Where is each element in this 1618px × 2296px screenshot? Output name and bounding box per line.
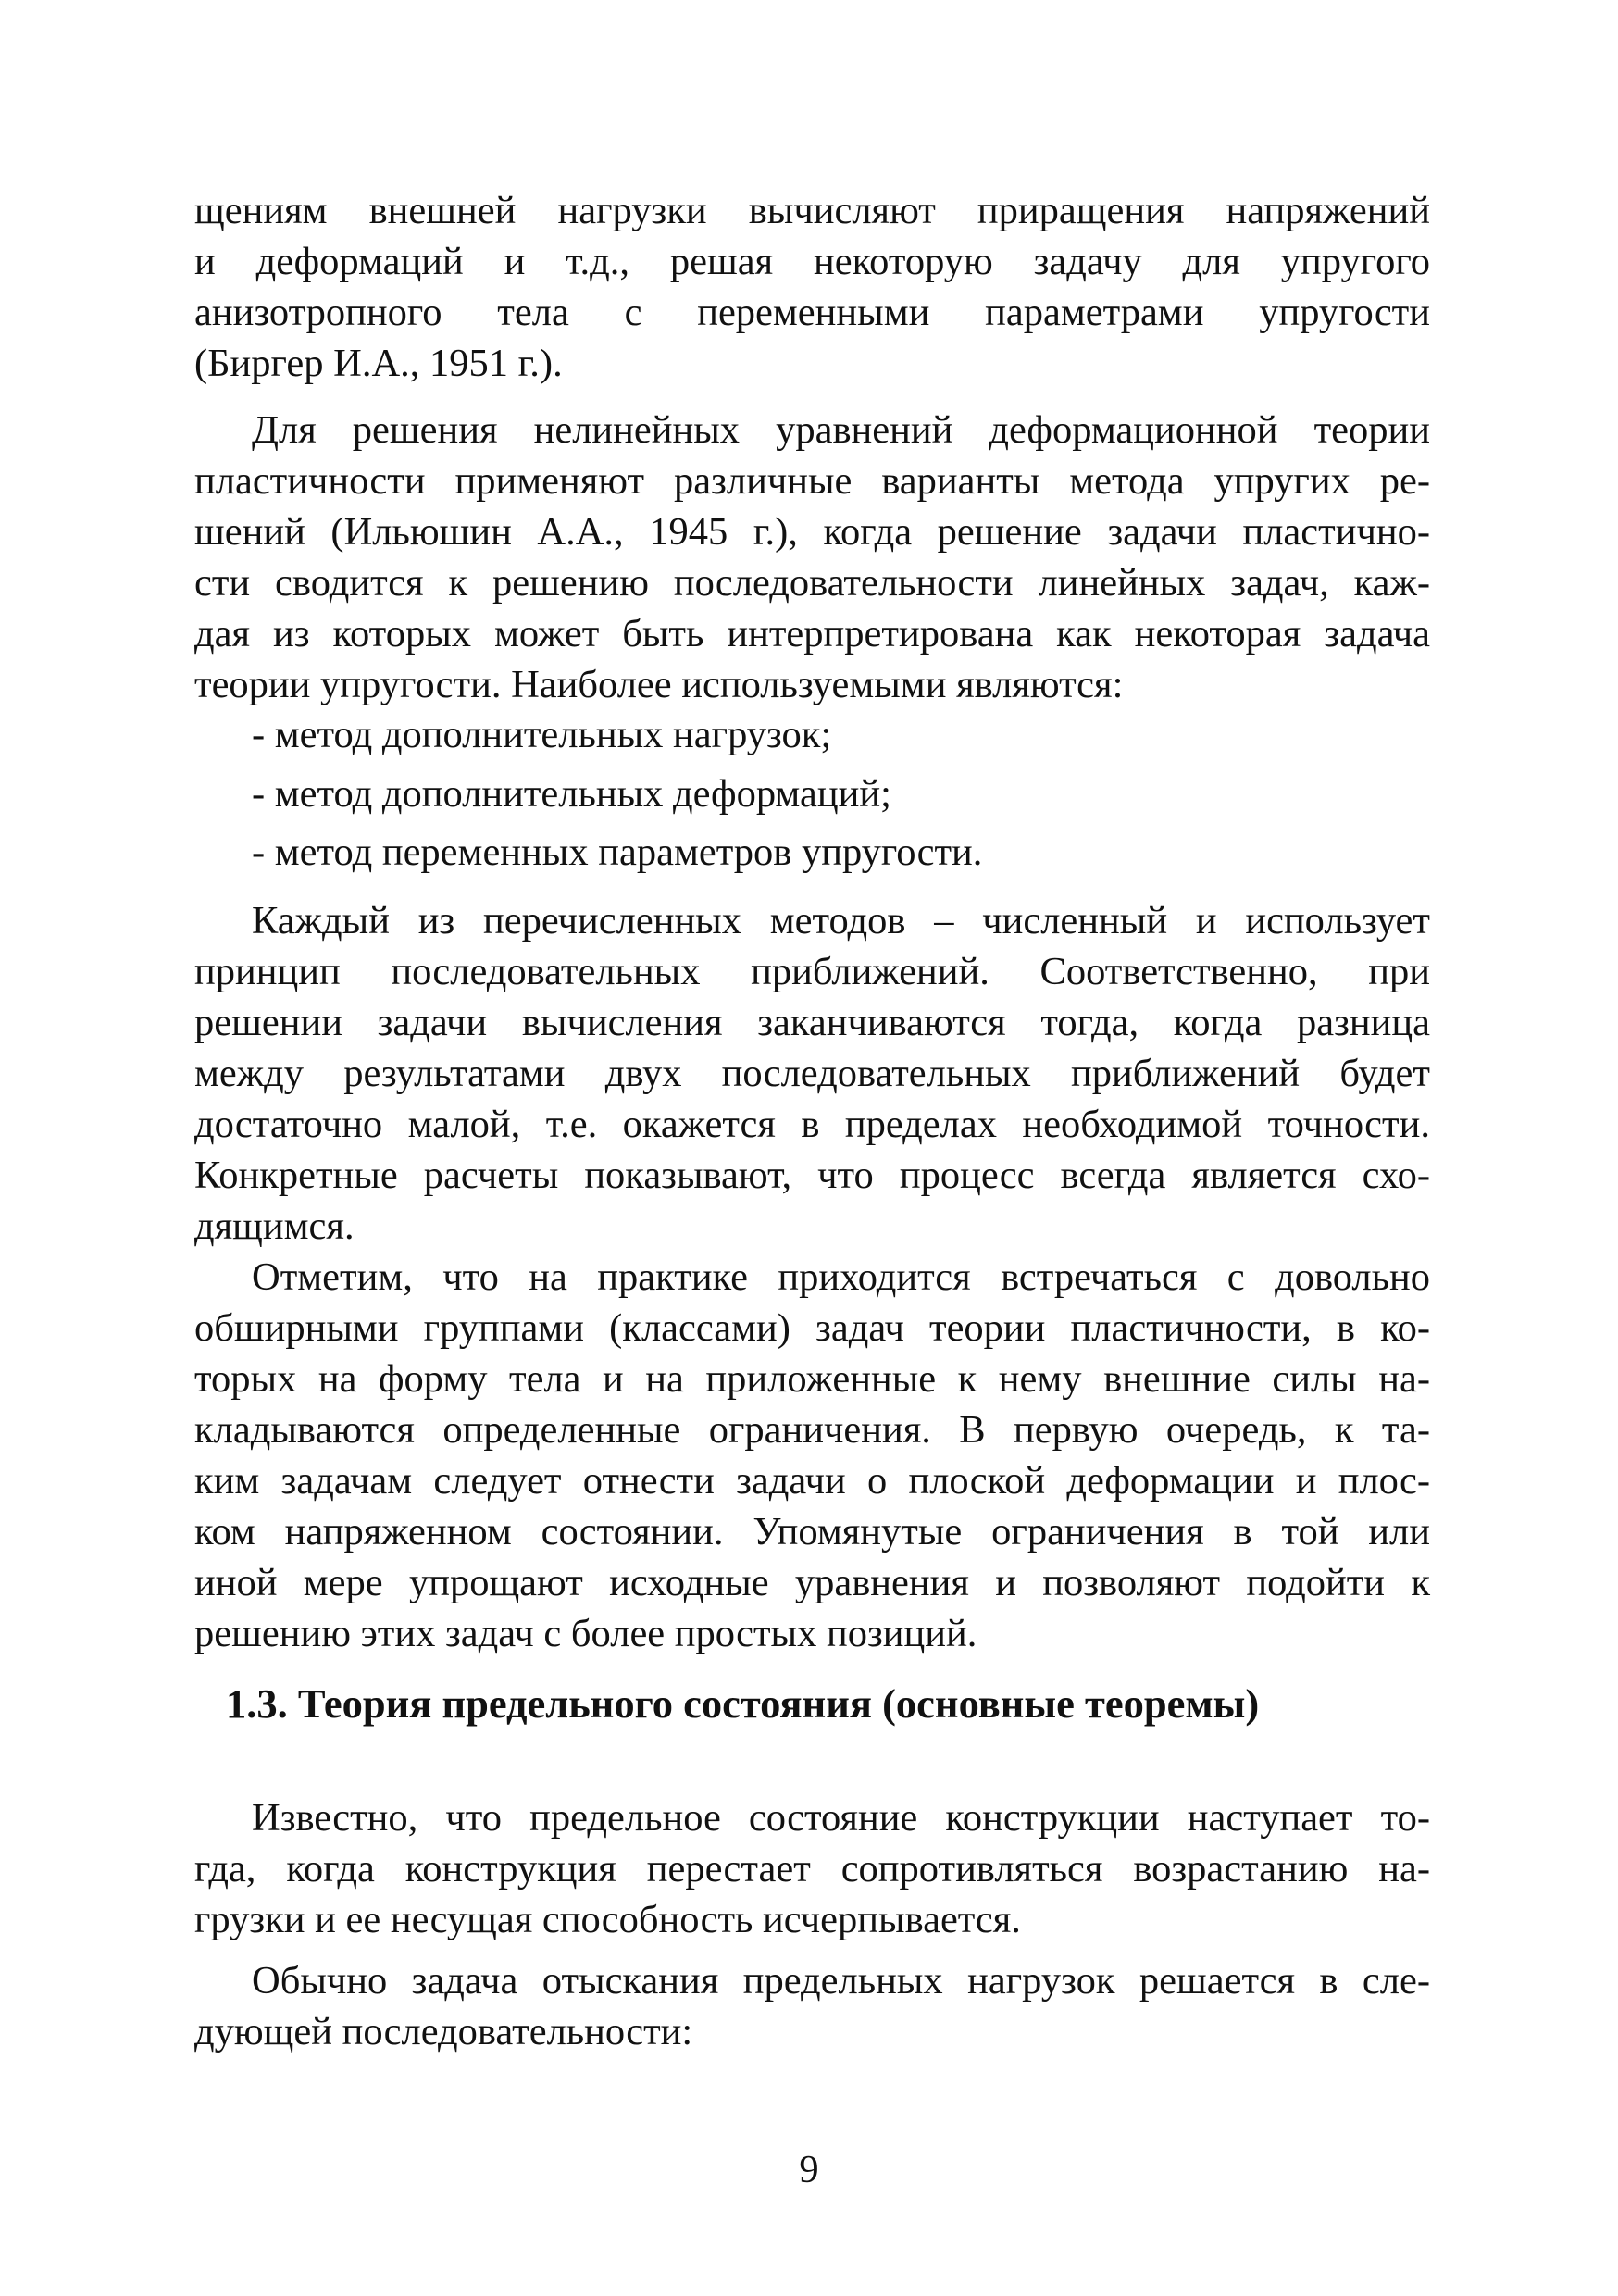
paragraph-6 xyxy=(194,1955,1430,2057)
text-line: между результатами двух последовательных приближений будет xyxy=(194,1052,1430,1095)
text-line: Известно, что предельное состояние конструкции наступает то- xyxy=(252,1796,1430,1840)
text-line: Отметим, что на практике приходится встречаться с довольно xyxy=(252,1255,1430,1299)
paragraph-4 xyxy=(194,1252,1430,1659)
list-item-2 xyxy=(194,768,1430,819)
text-line: и деформаций и т.д., решая некоторую задачу для упругого xyxy=(194,240,1430,283)
text-line: торых на форму тела и на приложенные к нему внешние силы на- xyxy=(194,1357,1430,1401)
paragraph-2 xyxy=(194,405,1430,710)
text-line: шений (Ильюшин А.А., 1945 г.), когда решение задачи пластично- xyxy=(194,510,1430,554)
paragraph-1 xyxy=(194,185,1430,389)
text-line: дящимся. xyxy=(194,1204,355,1248)
text-line: иной мере упрощают исходные уравнения и позволяют подойти к xyxy=(194,1561,1430,1604)
text-line: решению этих задач с более простых позиций. xyxy=(194,1612,977,1655)
text-line: теории упругости. Наиболее используемыми являются: xyxy=(194,663,1124,706)
text-line: Конкретные расчеты показывают, что процесс всегда является схо- xyxy=(194,1154,1430,1197)
text-line: ким задачам следует отнести задачи о плоской деформации и плос- xyxy=(194,1459,1430,1503)
text-line: ком напряженном состоянии. Упомянутые ограничения в той или xyxy=(194,1510,1430,1554)
text-line: анизотропного тела с переменными параметрами упругости xyxy=(194,291,1430,334)
text-line: Для решения нелинейных уравнений деформационной теории xyxy=(252,408,1430,452)
text-line: (Биргер И.А., 1951 г.). xyxy=(194,342,563,385)
text-line: Каждый из перечисленных методов – численный и использует xyxy=(252,899,1430,942)
text-line: решении задачи вычисления заканчиваются тогда, когда разница xyxy=(194,1001,1430,1044)
list-item-text: - метод переменных параметров упругости. xyxy=(252,830,983,874)
text-line: дая из которых может быть интерпретирована как некоторая задача xyxy=(194,612,1430,655)
paragraph-3 xyxy=(194,895,1430,1252)
text-line: кладываются определенные ограничения. В первую очередь, к та- xyxy=(194,1408,1430,1452)
section-heading: 1.3. Теория предельного состояния (основные теоремы) xyxy=(226,1680,1260,1727)
text-line: принцип последовательных приближений. Соответственно, при xyxy=(194,950,1430,993)
text-line: сти сводится к решению последовательности линейных задач, каж- xyxy=(194,561,1430,605)
text-line: обширными группами (классами) задач теории пластичности, в ко- xyxy=(194,1306,1430,1350)
text-line: дующей последовательности: xyxy=(194,2010,693,2053)
text-line: пластичности применяют различные варианты метода упругих ре- xyxy=(194,459,1430,503)
paragraph-5 xyxy=(194,1792,1430,1945)
text-line: Обычно задача отыскания предельных нагрузок решается в сле- xyxy=(252,1959,1430,2003)
page-number: 9 xyxy=(799,2148,819,2191)
text-line: достаточно малой, т.е. окажется в пределах необходимой точности. xyxy=(194,1103,1430,1146)
text-line: гда, когда конструкция перестает сопротивляться возрастанию на- xyxy=(194,1847,1430,1890)
list-item-1 xyxy=(194,709,1430,760)
text-line: щениям внешней нагрузки вычисляют приращения напряжений xyxy=(194,189,1430,232)
text-line: грузки и ее несущая способность исчерпывается. xyxy=(194,1898,1021,1941)
list-item-text: - метод дополнительных деформаций; xyxy=(252,772,891,816)
list-item-3 xyxy=(194,827,1430,878)
list-item-text: - метод дополнительных нагрузок; xyxy=(252,713,832,756)
